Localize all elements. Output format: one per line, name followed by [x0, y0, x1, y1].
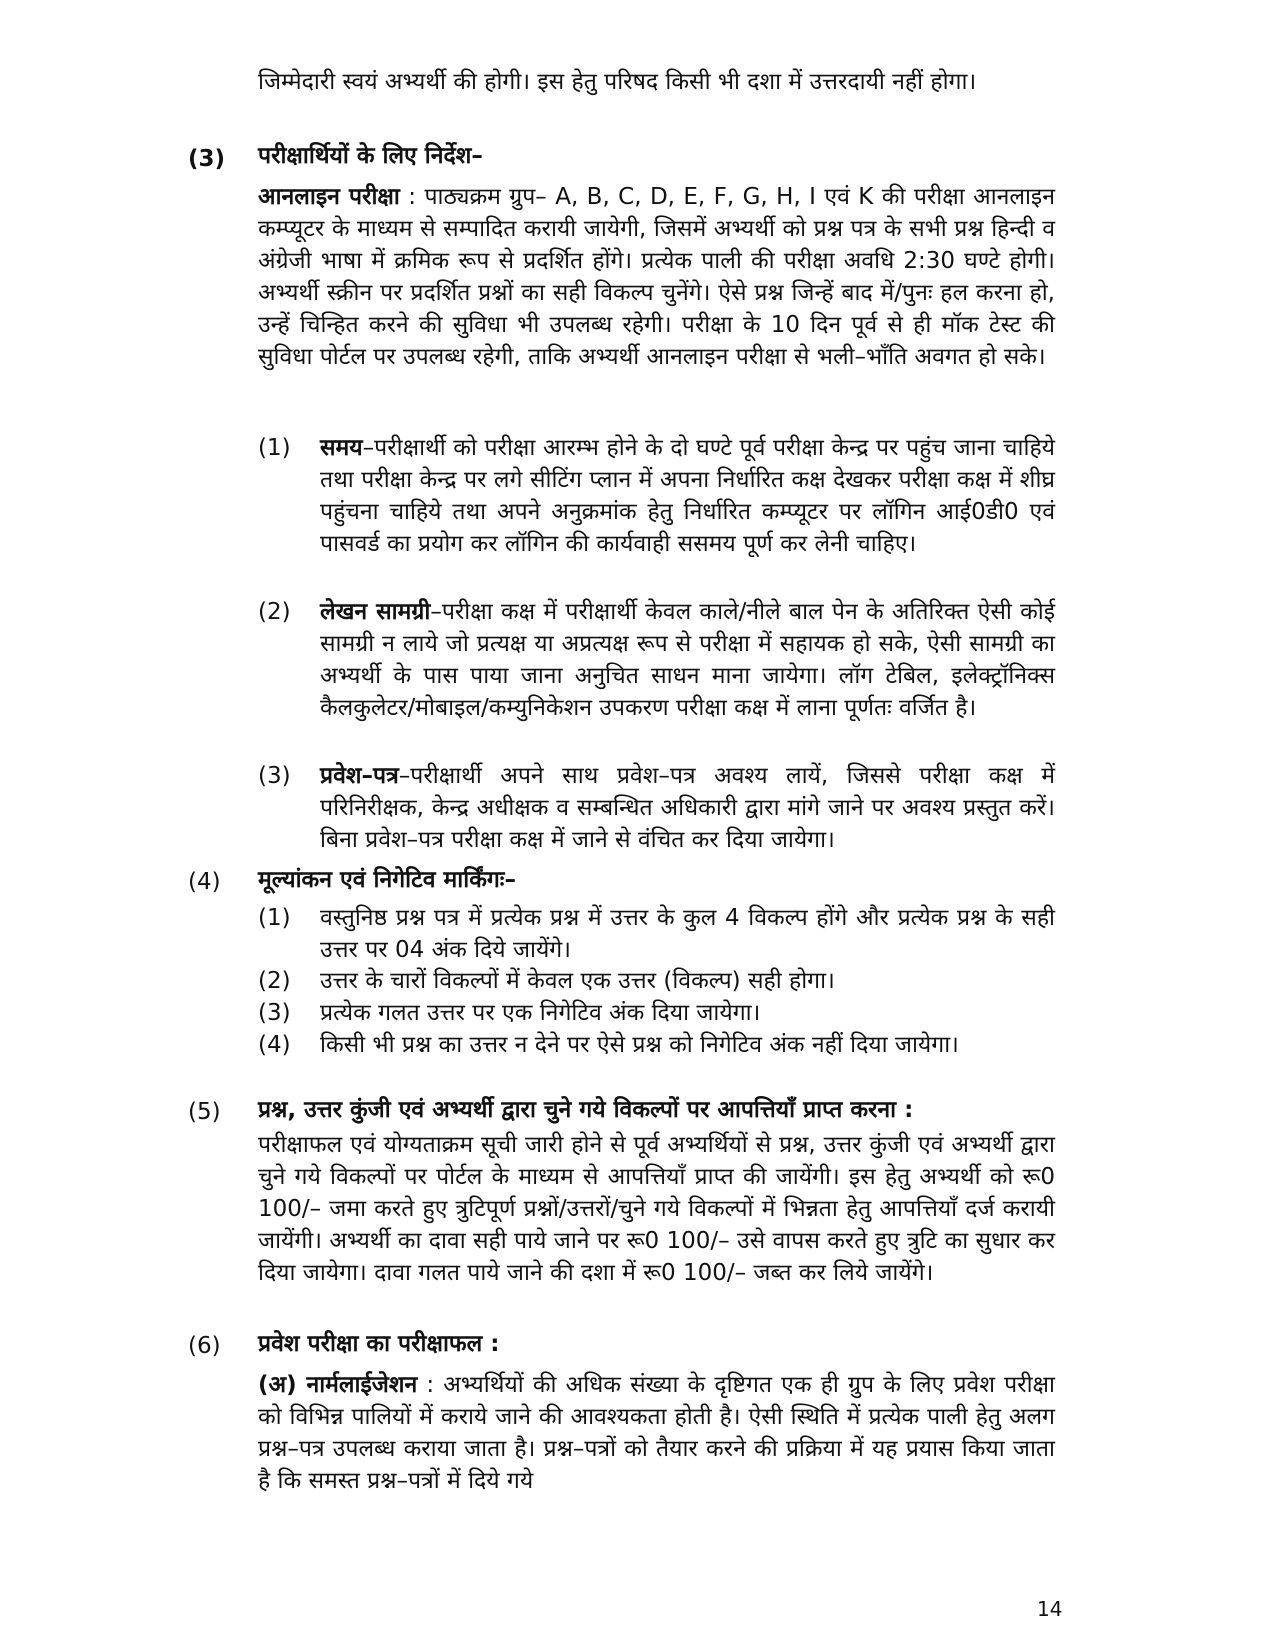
- s4-item4-number: (4): [258, 1032, 291, 1058]
- s3-item2-number: (2): [258, 599, 291, 625]
- s4-item3-text: प्रत्येक गलत उत्तर पर एक निगेटिव अंक दिया जायेगा।: [320, 1000, 761, 1026]
- s4-item4-text: किसी भी प्रश्न का उत्तर न देने पर ऐसे प्रश्न को निगेटिव अंक नहीं दिया जायेगा।: [320, 1032, 959, 1058]
- section4-title: मूल्यांकन एवं निगेटिव मार्किंगः–: [258, 867, 516, 893]
- s3-item1-paragraph: [320, 432, 1055, 560]
- page-number: 14: [1037, 1597, 1063, 1621]
- normalization-label: (अ) नार्मलाईजेशन: [258, 1372, 418, 1398]
- s3-item3-paragraph: [320, 760, 1055, 856]
- section6-title: प्रवेश परीक्षा का परीक्षाफल :: [258, 1331, 500, 1357]
- s3-item3-text: –परीक्षार्थी अपने साथ प्रवेश–पत्र अवश्य लायें, जिससे परीक्षा कक्ष में परिनिरीक्षक, केन्द्र अधीक्षक व सम्बन्धित अधिकारी द्वारा मांगे जाने पर अवश्य प्रस्तुत करें। बिना प्रवेश–पत्र परीक्षा कक्ष में जाने से वंचित कर दिया जायेगा।: [320, 763, 1055, 853]
- s3-item2-text: –परीक्षा कक्ष में परीक्षार्थी केवल काले/नीले बाल पेन के अतिरिक्त ऐसी कोई सामग्री न लाये जो प्रत्यक्ष या अप्रत्यक्ष रूप से परीक्षा में सहायक हो सके, ऐसी सामग्री का अभ्यर्थी के पास पाया जाना अनुचित साधन माना जायेगा। लॉग टेबिल, इलेक्ट्रॉनिक्स कैलकुलेटर/मोबाइल/कम्युनिकेशन उपकरण परीक्षा कक्ष में लाना पूर्णतः वर्जित है।: [320, 599, 1055, 721]
- section3-title: परीक्षार्थियों के लिए निर्देश–: [258, 143, 483, 169]
- online-exam-text: : पाठ्यक्रम ग्रुप– A, B, C, D, E, F, G, H, I एवं K की परीक्षा आनलाइन कम्प्यूटर के माध्यम से सम्पादित करायी जायेगी, जिसमें अभ्यर्थी को प्रश्न पत्र के सभी प्रश्न हिन्दी व अंग्रेजी भाषा में क्रमिक रूप से प्रदर्शित होंगे। प्रत्येक पाली की परीक्षा अवधि 2:30 घण्टे होगी। अभ्यर्थी स्क्रीन पर प्रदर्शित प्रश्नों का सही विकल्प चुनेंगे। ऐसे प्रश्न जिन्हें बाद में/पुनः हल करना हो, उन्हें चिन्हित करने की सुविधा भी उपलब्ध रहेगी। परीक्षा के 10 दिन पूर्व से ही मॉक टेस्ट की सुविधा पोर्टल पर उपलब्ध रहेगी, ताकि अभ्यर्थी आनलाइन परीक्षा से भली–भाँति अवगत हो सके।: [258, 184, 1055, 370]
- online-exam-label: आनलाइन परीक्षा: [258, 184, 400, 210]
- s3-item3-number: (3): [258, 763, 291, 789]
- s3-item3-label: प्रवेश–पत्र: [320, 763, 399, 789]
- section5-title: प्रश्न, उत्तर कुंजी एवं अभ्यर्थी द्वारा चुने गये विकल्पों पर आपत्तियाँ प्राप्त करना :: [258, 1097, 914, 1123]
- section5-number: (5): [188, 1099, 221, 1125]
- s3-item2-paragraph: [320, 596, 1055, 724]
- section4-number: (4): [188, 869, 221, 895]
- online-exam-paragraph: [258, 181, 1055, 373]
- s3-item1-text: –परीक्षार्थी को परीक्षा आरम्भ होने के दो घण्टे पूर्व परीक्षा केन्द्र पर पहुंच जाना चाहिये तथा परीक्षा केन्द्र पर लगे सीटिंग प्लान में अपना निर्धारित कक्ष देखकर परीक्षा कक्ष में शीघ्र पहुंचना चाहिये तथा अपने अनुक्रमांक हेतु निर्धारित कम्प्यूटर पर लॉगिन आई0डी0 एवं पासवर्ड का प्रयोग कर लॉगिन की कार्यवाही ससमय पूर्ण कर लेनी चाहिए।: [320, 435, 1055, 557]
- normalization-text: : अभ्यर्थियों की अधिक संख्या के दृष्टिगत एक ही ग्रुप के लिए प्रवेश परीक्षा को विभिन्न पालियों में कराये जाने की आवश्यकता होती है। ऐसी स्थिति में प्रत्येक पाली हेतु अलग प्रश्न–पत्र उपलब्ध कराया जाता है। प्रश्न–पत्रों को तैयार करने की प्रक्रिया में यह प्रयास किया जाता है कि समस्त प्रश्न–पत्रों में दिये गये: [258, 1372, 1055, 1494]
- s4-item1-text: वस्तुनिष्ठ प्रश्न पत्र में प्रत्येक प्रश्न में उत्तर के कुल 4 विकल्प होंगे और प्रत्येक प्रश्न के सही उत्तर पर 04 अंक दिये जायेंगे।: [320, 905, 1055, 963]
- s3-item1-number: (1): [258, 435, 291, 461]
- section3-number: (3): [188, 146, 226, 172]
- s4-item1-number: (1): [258, 905, 291, 931]
- section6-number: (6): [188, 1333, 221, 1359]
- s3-item2-label: लेखन सामग्री: [320, 599, 431, 625]
- section6-paragraph: [258, 1369, 1055, 1497]
- s4-item2-text: उत्तर के चारों विकल्पों में केवल एक उत्तर (विकल्प) सही होगा।: [320, 968, 835, 994]
- intro-paragraph: जिम्मेदारी स्वयं अभ्यर्थी की होगी। इस हेतु परिषद किसी भी दशा में उत्तरदायी नहीं होगा।: [258, 69, 977, 95]
- section5-paragraph: परीक्षाफल एवं योग्यताक्रम सूची जारी होने से पूर्व अभ्यर्थियों से प्रश्न, उत्तर कुंजी एवं अभ्यर्थी द्वारा चुने गये विकल्पों पर पोर्टल के माध्यम से आपत्तियाँ प्राप्त की जायेंगी। इस हेतु अभ्यर्थी को रू0 100/– जमा करते हुए त्रुटिपूर्ण प्रश्नों/उत्तरों/चुने गये विकल्पों में भिन्नता हेतु आपत्तियाँ दर्ज करायी जायेंगी। अभ्यर्थी का दावा सही पाये जाने पर रू0 100/– उसे वापस करते हुए त्रुटि का सुधार कर दिया जायेगा। दावा गलत पाये जाने की दशा में रू0 100/– जब्त कर लिये जायेंगे।: [258, 1132, 1055, 1286]
- s4-item3-number: (3): [258, 1000, 291, 1026]
- s4-item2-number: (2): [258, 968, 291, 994]
- s3-item1-label: समय: [320, 435, 363, 461]
